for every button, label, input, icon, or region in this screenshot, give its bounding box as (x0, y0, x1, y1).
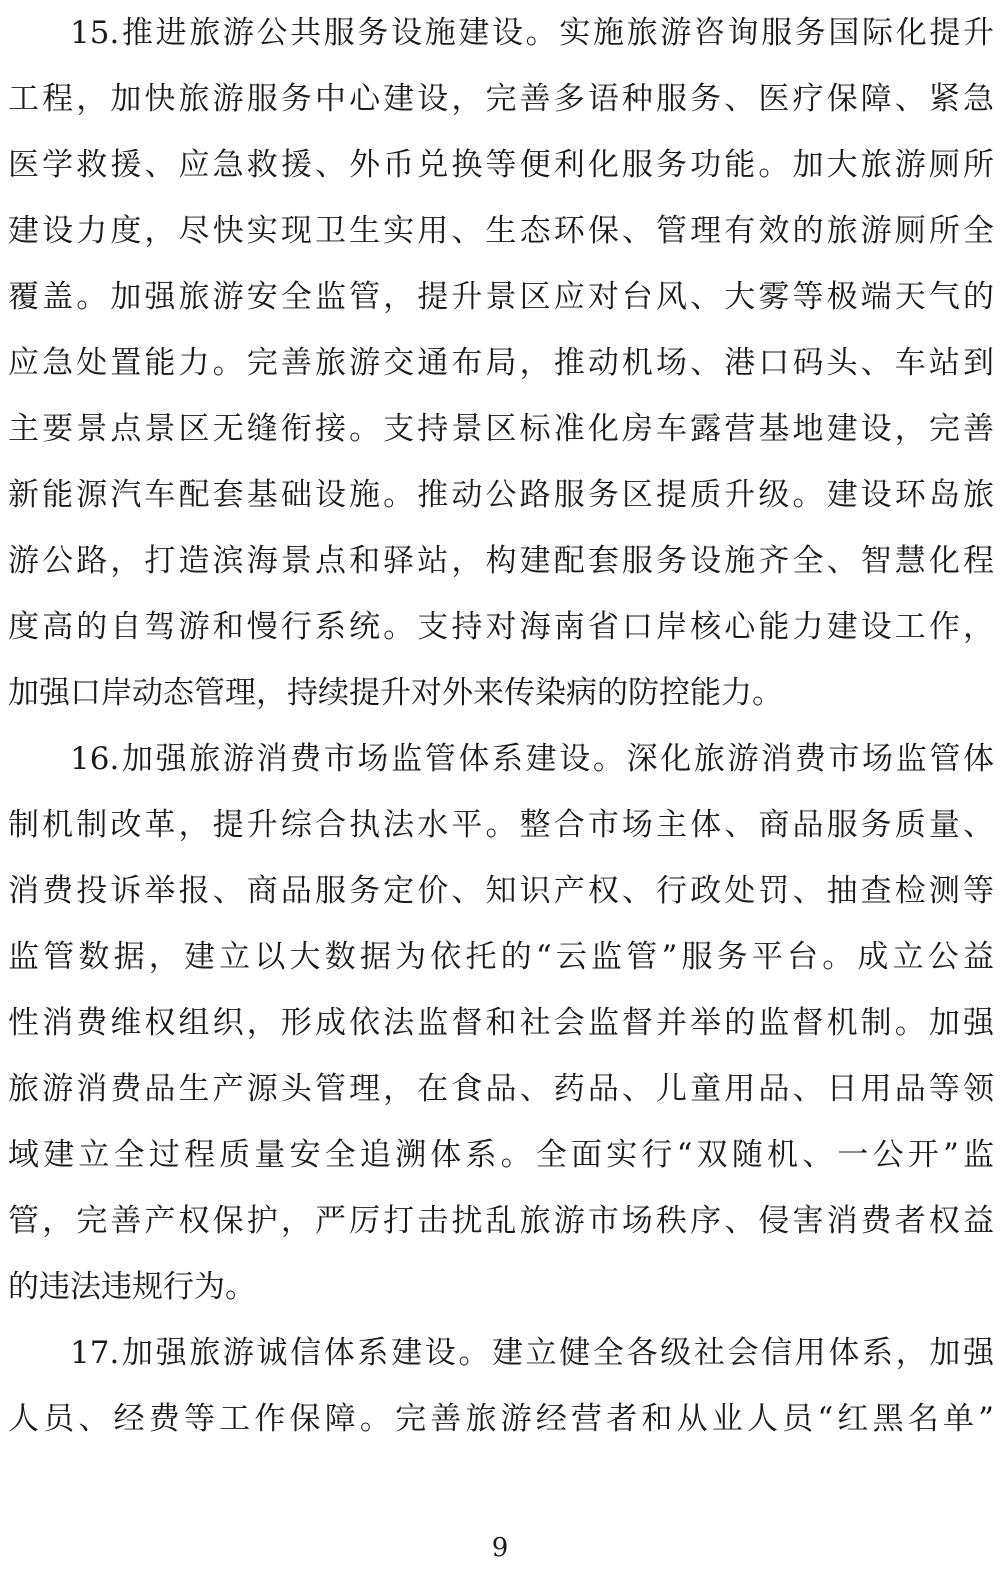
page-number: 9 (491, 1533, 509, 1563)
paragraph (8, 0, 994, 726)
paragraph (8, 726, 994, 1320)
text-line: 消费投诉举报、商品服务定价、知识产权、行政处罚、抽查检测等 (8, 873, 994, 909)
text-line: 的违法违规行为。 (8, 1269, 256, 1305)
text-line: 性消费维权组织，形成依法监督和社会监督并举的监督机制。加强 (8, 1005, 994, 1041)
text-line: 制机制改革，提升综合执法水平。整合市场主体、商品服务质量、 (8, 807, 994, 843)
text-line: 覆盖。加强旅游安全监管，提升景区应对台风、大雾等极端天气的 (8, 279, 994, 315)
text-line: 新能源汽车配套基础设施。推动公路服务区提质升级。建设环岛旅 (8, 477, 994, 513)
text-line: 加强口岸动态管理，持续提升对外来传染病的防控能力。 (8, 675, 783, 711)
text-line: 医学救援、应急救援、外币兑换等便利化服务功能。加大旅游厕所 (8, 147, 994, 183)
text-line: 旅游消费品生产源头管理，在食品、药品、儿童用品、日用品等领 (8, 1071, 994, 1107)
text-line: 建设力度，尽快实现卫生实用、生态环保、管理有效的旅游厕所全 (8, 213, 994, 249)
text-line: 域建立全过程质量安全追溯体系。全面实行“双随机、一公开”监 (8, 1137, 994, 1173)
text-line: 16.加强旅游消费市场监管体系建设。深化旅游消费市场监管体 (70, 741, 994, 777)
body-text (8, 0, 994, 1452)
text-line: 管，完善产权保护，严厉打击扰乱旅游市场秩序、侵害消费者权益 (8, 1203, 994, 1239)
text-line: 人员、经费等工作保障。完善旅游经营者和从业人员“红黑名单” (8, 1401, 994, 1437)
text-line: 游公路，打造滨海景点和驿站，构建配套服务设施齐全、智慧化程 (8, 543, 994, 579)
text-line: 度高的自驾游和慢行系统。支持对海南省口岸核心能力建设工作， (8, 609, 994, 645)
text-line: 主要景点景区无缝衔接。支持景区标准化房车露营基地建设，完善 (8, 411, 994, 447)
text-line: 监管数据，建立以大数据为依托的“云监管”服务平台。成立公益 (8, 939, 994, 975)
text-line: 17.加强旅游诚信体系建设。建立健全各级社会信用体系，加强 (70, 1335, 994, 1371)
text-line: 15.推进旅游公共服务设施建设。实施旅游咨询服务国际化提升 (70, 15, 994, 51)
paragraph (8, 1320, 994, 1452)
text-line: 工程，加快旅游服务中心建设，完善多语种服务、医疗保障、紧急 (8, 81, 994, 117)
text-line: 应急处置能力。完善旅游交通布局，推动机场、港口码头、车站到 (8, 345, 994, 381)
